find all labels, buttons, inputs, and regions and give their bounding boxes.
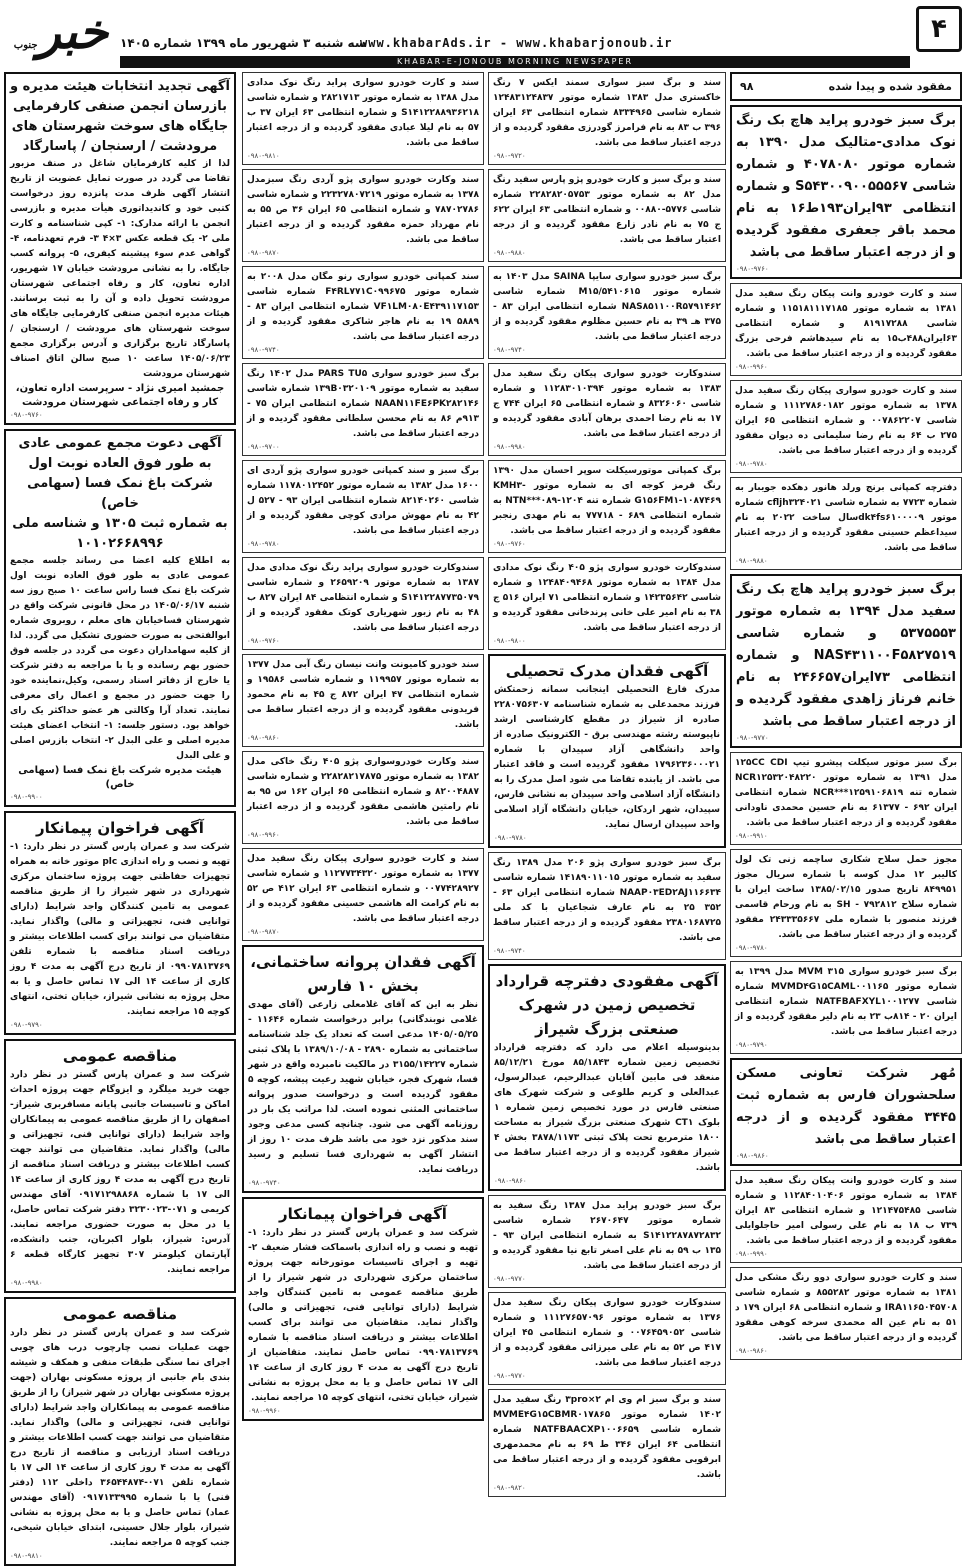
- ad-code: ۰۹۸۰-۹۹۰۰: [10, 793, 43, 801]
- classified-ad: [242, 654, 484, 747]
- ad-code: ۰۹۸۰-۹۹۶۰: [248, 1407, 281, 1415]
- classified-ad: [488, 363, 726, 456]
- classified-ad: [488, 852, 726, 960]
- section-code: ۹۸: [740, 80, 754, 93]
- ad-code: ۰۹۸۰-۹۷۶۰: [10, 411, 43, 419]
- ad-title: آگهی مفقودی دفترچه قرارداد تخصیص زمین در شهرک صنعتی بزرگ شیراز: [495, 972, 719, 1038]
- ad-signature: جمشید امیری نژاد - سرپرست اداره تعاون، کار و رفاه اجتماعی شهرستان مرودشت: [15, 383, 225, 408]
- classified-ad: [730, 283, 962, 376]
- ad-title: آگهی فراخوان پیمانکار: [36, 819, 204, 837]
- classified-ad: [488, 964, 726, 1191]
- classified-ad: [242, 72, 484, 165]
- classified-ad: [242, 557, 484, 650]
- ad-code: ۰۹۸۰-۹۷۷۰: [493, 1372, 526, 1380]
- classified-ad: [730, 849, 962, 957]
- ad-text: به اطلاع کلیه اعضا می رساند جلسه مجمع عمومی عادی به طور فوق العاده نوبت اول شرکت باغ نمک فسا راس ساعت ۱۰ صبح روز سه شنبه ۱۴۰۵/۰۶/۱۷ در محل قانونی شرکت واقع در شهرستان فساخیابان های معلم ، روبروی شماره ابوالفتحی به صورت حضوری تشکیل می گردد. لذا از کلیه سهامداران دعوت می گردد در جلسه فوق حضور بهم رسانده و یا با مراجعه به دفتر شرکت یا خارج از دفاتر اسناد رسمی، وکیل،نماینده خود را جهت حضور در مجمع و اعمال رای معرفی نمایند. تعداد آرا وکالتی هر عضو حداکثر یک رای خواهد بود. دستور جلسه: ۱- انتخاب اعضای هیئت مدیره اصلی و علی البدل ۲- انتخاب بازرس اصلی و علی البدل: [10, 556, 231, 761]
- classified-ad: [730, 380, 962, 473]
- column-4: [4, 72, 236, 1560]
- ad-code: ۰۹۸۰-۹۸۶۰: [735, 1347, 768, 1355]
- classified-ad: [730, 1058, 962, 1166]
- classified-ad: [242, 848, 484, 941]
- ad-text: سند و کارت خودرو سواری پراید رنگ نوک مدادی مدل ۱۳۸۸ به شماره موتور ۲۸۲۱۷۱۳ و شماره شاسی S۱۴۱۲۲۸۸۹۳۶۲۱۸ و شماره انتظامی ۶۳ ایران ۳۷ ب ۵۷ به نام لیلا عبادی مفقود گردیده و از درجه اعتبار ساقط می باشد.: [247, 78, 479, 148]
- classified-ad: [242, 460, 484, 553]
- ad-code: ۰۹۸۰-۹۸۷۰: [247, 928, 280, 936]
- classified-ad: [488, 1389, 726, 1497]
- ad-code: ۰۹۸۰-۹۸۱۰: [10, 1552, 43, 1560]
- classified-ad: [488, 1292, 726, 1385]
- ad-code: ۰۹۸۰-۹۹۱۰: [735, 832, 768, 840]
- classified-ad: [730, 752, 962, 845]
- ad-text: سند خودرو کامیونت وانت نیسان رنگ آبی مدل ۱۳۷۷ به شماره موتور ۱۱۹۹۵۷ و شماره شاسی ۱۹۵۸۶ و شماره انتظامی ۴۷ ایران ۸۷۲ ج ۴۵ به نام محمود فریدونی مفقود گردیده و از درجه اعتبار ساقط می باشد.: [247, 660, 480, 730]
- ad-title: آگهی فقدان مدرک تحصیلی: [505, 662, 709, 680]
- classified-ad: [242, 1197, 484, 1421]
- classified-ad: [242, 945, 484, 1193]
- ad-code: ۰۹۸۰-۹۷۶۰: [493, 540, 526, 548]
- ad-code: ۰۹۸۰-۹۹۹۰: [735, 1250, 768, 1258]
- ad-text: برگ سبز خودرو پراید مدل ۱۳۸۷ رنگ سفید به شماره موتور ۲۶۷۰۶۴۷ شماره شاسی S۱۴۱۲۲۸۷۸۷۲۸۳۲ به شماره انتظامی ایران ۹۳ - ۱۳۵ ب ۵۹ به نام علی اصغر تابع نیا مفقود گردیده و از درجه اعتبار ساقط می باشد.: [493, 1201, 722, 1271]
- classified-ad: [730, 477, 962, 570]
- classified-ad: [4, 1297, 236, 1566]
- ad-code: ۰۹۸۰-۹۷۴۰: [493, 947, 526, 955]
- classified-ad: [488, 654, 726, 848]
- ad-text: سند و کارت خودرو وانت پیکان رنگ سفید مدل ۱۳۸۱ به شماره موتور ۱۱۵۱۸۱۱۱۷۱۸۵ و شماره شاسی ۸۱۹۱۷۲۸۸ و شماره انتظامی ۶۳ایران۴۸۸ب۱۵ به نام سیدهاشم فرحی بزرگ مفقود گردیده و از درجه اعتبار ساقط می باشد.: [735, 289, 957, 359]
- ad-code: ۰۹۸۰-۹۷۷۰: [493, 1275, 526, 1283]
- column-2: [488, 72, 726, 1492]
- ad-text: سندوکارت خودرو سواری پژو ۴۰۵ رنگ نوک مدادی مدل ۱۳۸۴ به شماره موتور ۱۲۴۸۴۰۹۴۶۸ و شماره شاسی ۱۴۲۳۵۶۴۲ و شماره انتظامی ۷۱ ایران ۵۱۶ ج ۳۸ به نام امیر علی خانی پرندخانی مفقود گردیده و از درجه اعتبار ساقط می باشد.: [493, 563, 722, 633]
- classified-ad: [4, 72, 236, 425]
- ad-title: آگهی دعوت مجمع عمومی عادی به طور فوق العاده نوبت اول شرکت باغ نمک فسا (سهامی خاص): [18, 436, 222, 511]
- ad-text: برگ سبز خودرو سواری پژو ۲۰۶ مدل ۱۳۸۹ رنگ سفید به شماره موتور ۱۴۱۸۹۰۱۱۰۱۵ شماره شاسی NAAP۰۳ED۲AJ۱۱۶۶۳۴ شماره انتظامی ایران ۶۳ - ۳۵۲ ۲۵ به نام عارف شجاعیان با کد ملی ۲۳۸۰۱۶۸۷۲۵ مفقود گردیده و از درجه اعتبار ساقط می باشد.: [493, 858, 722, 943]
- classified-ad: [730, 961, 962, 1054]
- classified-ad: [488, 169, 726, 262]
- ad-text: سند و برگ سبز ام وی ام ۳pro×۲ رنگ سفید مدل ۱۴۰۲ شماره موتور MVME۴G۱۵CBMR۰۱۷۸۶۵ شماره شاسی NATFBAACXP۱۰۰۶۶۵۹ شماره انتظامی ۶۴ ایران ۳۴۶ ط ۶۹ به نام محمدمهری ابرقویی مفقود گردیده و از درجه اعتبار ساقط می باشد.: [493, 1395, 721, 1480]
- ad-title: آگهی تجدید انتخابات هیئت مدیره و بازرسان انجمن صنفی کارفرمایی جایگاه های سوخت شهرستان های مرودشت / ارسنجان / پاسارگاد: [10, 79, 230, 154]
- khabar-logo: خبرجنوب: [13, 4, 109, 60]
- classified-ad: [242, 751, 484, 844]
- ad-code: ۰۹۸۰-۹۸۸۰: [493, 249, 526, 257]
- classified-ad: [488, 266, 726, 359]
- ad-text: سندوکارت خودرو سواری پراید رنگ نوک مدادی مدل ۱۳۸۷ به شماره موتور ۲۶۵۹۲۰۹ و شماره شاسی S۱۴۱۲۲۸۷۷۳۵۰۷۹ و شماره انتظامی ۸۴ ایران ۸۲۷ ب ۴۸ به نام زبور شهریاری کوتک مفقود گردیده و از درجه اعتبار ساقط می باشد.: [247, 563, 479, 633]
- ad-code: ۰۹۸۰-۹۷۶۰: [247, 637, 280, 645]
- classified-ad: [242, 363, 484, 456]
- issue-date: سه شنبه ۳ شهریور ماه ۱۳۹۹ شماره ۱۴۰۵: [120, 36, 367, 50]
- ad-code: ۰۹۸۰-۹۷۴۰: [248, 1179, 281, 1187]
- ad-code: ۰۹۸۰-۹۹۶۰: [735, 363, 768, 371]
- classified-ad: [4, 811, 236, 1035]
- ad-text: سندوکارت خودرو سواری پیکان رنگ سفید مدل ۱۳۷۶ به شماره موتور ۱۱۱۲۷۶۵۷۰۹۶ و شماره شاسی ۰۰۷۶۴۵۹۰۵۲ و شماره انتظامی ۴۵ ایران ۴۱۷ ص ۵۲ به نام علی میرزائی مفقود گردیده و از درجه اعتبار ساقط می باشد.: [493, 1298, 721, 1368]
- ad-code: ۰۹۸۰-۹۸۶۰: [247, 734, 280, 742]
- ad-code: ۰۹۸۰-۹۷۶۰: [736, 265, 769, 273]
- classified-ad: [488, 460, 726, 553]
- ad-text: شرکت سد و عمران پارس گستر در نظر دارد: ۱- تهیه و نصب و راه اندازی باسماکت فشار ضعیف ۲- تهیه و اجرای تاسیسات موتورخانه جهت پروژه ساختمان مرکزی شهرداری در شهر شیراز را از طریق مناقصه عمومی به تامین کنندگان واجد شرایط (دارای توانایی فنی، تجهیزاتی و مالی) واگذار نماید. متقاضیان می توانند برای کسب اطلاعات بیشتر و دریافت اسناد مناقصه با شماره ۰۹۹۰۷۸۱۳۷۶۹ تماس حاصل نمایند. متقاضیان از تاریخ درج آگهی به مدت ۴ روز کاری از ساعت ۱۴ الی ۱۷ تماس حاصل و یا به محل پروژه به نشانی شیراز، خیابان تختی، انتهای کوچه ۱۵ مراجعه نمایند.: [248, 1228, 478, 1403]
- ad-text: شرکت سد و عمران پارس گستر در نظر دارد: ۱- تهیه و نصب و راه اندازی plc موتور خانه به همراه تجهیزات حفاظتی جهت پروژه ساختمان مرکزی شهرداری در شهر شیراز را از طریق مناقصه عمومی به تامین کنندگان واجد شرایط (دارای توانایی فنی، تجهیزاتی و مالی) واگذار نماید. متقاضیان می توانند برای کسب اطلاعات بیشتر و دریافت اسناد مناقصه با شماره تلفن ۰۹۹۰۷۸۱۳۷۶۹ از تاریخ درج آگهی به مدت ۴ روز کاری از ساعت ۱۴ الی ۱۷ تماس حاصل و یا به محل پروژه به نشانی شیراز، خیابان تختی، انتهای کوچه ۱۵ مراجعه نمایند.: [10, 842, 230, 1017]
- ad-text: برگ سبز خودرو سواری سایپا SAINA مدل ۱۴۰۳ به شماره موتور M۱۵/۵۴۱۰۶۱۵ شماره شاسی NAS۸۵۱۱۰۰R۵۷۹۱۴۶۲ شماره انتظامی ایران ۸۳ - ۳۷۵ هـ ۳۹ به نام حسین مظلوم مفقود گردیده و از درجه اعتبار ساقط می باشد.: [493, 272, 721, 342]
- ad-text: شرکت سد و عمران پارس گستر در نظر دارد جهت عملیات نصب چارچوب درب های چوبی اجرای نما سنگی طبقات منفی و همکف و شیشه بندی بام جانبی از پروژه مسکونی بهاران (جهت پروژه مسکونی بهاران در شهر شیراز) را از طریق مناقصه عمومی به پیمانکاران واجد شرایط (دارای توانایی فنی، تجهیزاتی و مالی) واگذار نماید. متقاضیان می توانند جهت کسب اطلاعات بیشتر و دریافت اسناد ارزیابی و مناقصه از تاریخ درج آگهی به مدت ۴ روز کاری از ساعت ۱۴ الی ۱۷ با شماره تلفن ۰۷۱-۳۶۵۴۴۸۷۴ داخلی ۱۱۲ (دفتر فنی) یا با شماره ۰۹۱۷۱۳۳۹۹۵ (آقای مهندس عماد) تماس حاصل و یا به محل پروژه به نشانی شیراز، بلوار جلال حسینی، ابتدای خیابان شیخی، جنب کوچه ۵ مراجعه نمایند.: [10, 1328, 231, 1548]
- page-number: ۴: [916, 6, 962, 52]
- ad-code: ۰۹۸۰-۹۷۸۰: [735, 944, 768, 952]
- ad-code: ۰۹۸۰-۹۷۹۰: [735, 1041, 768, 1049]
- classified-ad: [242, 266, 484, 359]
- ad-text: مجوز حمل سلاح شکاری ساچمه زنی تک لول کالیبر ۱۲ مدل کوسه با شماره سریال مجوز ۸۴۹۹۵۱ تاریخ صدور ۱۳۸۵/۰۲/۱۵ ساخت ایران با شماره سلاح SH - ۷۹۲۸۱۲ به نام ورحام قاسمی فرزند منصور با شماره ملی ۲۴۳۳۳۵۶۶۷ مفقود گردیده و از درجه اعتبار ساقط می باشد.: [735, 855, 958, 940]
- classified-ad: [4, 429, 236, 807]
- classified-ad: [488, 557, 726, 650]
- classified-ad: [730, 105, 962, 279]
- ad-subtitle: به شماره ثبت ۱۳۰۵ و شناسه ملی ۱۰۱۰۲۶۶۸۹۹۶: [12, 516, 228, 551]
- ad-text: سند و کارت خودرو سواری پیکان رنگ سفید مدل ۱۳۷۸ به شماره موتور ۱۱۱۲۷۸۶۰۱۸۲ و شماره شاسی ۰۰۷۸۶۲۲۰۷ و شماره انتظامی ۶۵ ایران ۲۷۵ ب ۶۴ به نام رضا سلیمانی ده دیوان مفقود گردیده و از درجه اعتبار ساقط می باشد.: [735, 386, 957, 456]
- ad-code: ۰۹۸۰-۹۸۸۰: [735, 557, 768, 565]
- ad-text: برگ سبز خودرو پراید هاچ بک رنگ سفید مدل ۱۳۹۴ به شماره موتور ۵۳۷۵۵۵۳ و شماره شاسی NAS۴۳۱۱۰۰F۵۸۲۷۵۱۹ و شماره انتظامی ۷۳ایران۲۴۶۶۵۷ به نام خانم فرناز زاهدی مفقود گردیده و از درجه اعتبار ساقط می باشد: [736, 582, 957, 729]
- ad-title: آگهی فقدان پروانه ساختمانی، بخش ۱۰ فارس: [250, 953, 476, 995]
- ad-text: سند وکارت خودرو سواری پژو آردی رنگ سبزمدل ۱۳۷۸ به شماره موتور ۲۲۳۲۷۸۰۷۲۱۹ و شماره شاسی ۷۸۷۰۲۷۸۶ و شماره انتظامی ۶۵ ایران ۳۶ ص ۵۵ به نام مهرداد حمزه مفقود گردیده و از درجه اعتبار ساقط می باشد.: [247, 175, 479, 245]
- ad-code: ۰۹۸۰-۹۷۴۰: [247, 346, 280, 354]
- page-header: [0, 0, 970, 68]
- ad-code: ۰۹۸۰-۹۷۸۰: [247, 540, 280, 548]
- ad-text: دفترچه کمپانی برنج ورلد هانور دهکده جویبار به شماره ۷۷۲۳ به شماره شاسی cfljh۳۲۴۰۲۱ شماره موتور dk۴fs۶۱۰۰۰۰۹سال ساخت ۲۰۲۲ به نام سیداعظم حسینی مفقود گردیده و از درجه اعتبار ساقط می باشد.: [735, 483, 957, 553]
- ad-code: ۰۹۸۰-۹۷۸۰: [494, 834, 527, 842]
- ad-code: ۰۹۸۰-۹۹۶۰: [247, 831, 280, 839]
- ad-text: نظر به این که آقای غلامعلی زارعی (آقای مهدی غلامی نوبندگانی) برابر درخواست شماره ۱۱۶۴۶ - ۱۴۰۵/۰۵/۲۵ مدعی است که تعداد یک جلد شناسنامه ساختمانی به شماره ۲۸۹۰ - ۱۳۸۹/۱۰/۰۸ با پلاک ثبتی شماره ۳۱۵۵/۱۴۲۲۷ در مالکیت نامبرده واقع در شهر فسا، شهرک فجر، خیابان شهید رعیت پیشه، کوچه ۵ مفقود گردیده است و درخواست صدور پروانه ساختمانی المثنی نموده است. لذا مراتب یک بار در روزنامه آگهی می شود. چنانچه کسی مدعی وجود سند مذکور نزد خود می باشد ظرف مدت ۱۰ روز از انتشار آگهی به شهرداری فسا تسلیم و رسید دریافت نماید.: [248, 1000, 478, 1175]
- ad-code: ۰۹۸۰-۹۷۹۰: [10, 1021, 43, 1029]
- masthead-band: KHABAR-E-JONOUB MORNING NEWSPAPER: [120, 56, 910, 68]
- ad-code: ۰۹۸۰-۹۸۶۰: [736, 1152, 769, 1160]
- classified-ad: [488, 72, 726, 165]
- ad-title: مناقصه عمومی: [62, 1047, 178, 1065]
- ad-title: مناقصه عمومی: [62, 1305, 178, 1323]
- ad-text: سند کمپانی خودرو سواری رنو مگان مدل ۲۰۰۸ به شماره موتور F۴RL۷۷۱C۰۹۹۶۷۵ شماره شاسی VF۱LM۰۸۰E۴۳۹۱۱۷۱۵۳ شماره انتظامی ایران ۸۳ - ۵۸۸۹ ۱۹ به نام هاجر شاکری مفقود گردیده و از درجه اعتبار ساقط می باشد.: [247, 272, 480, 342]
- ad-code: ۰۹۸۰-۹۷۸۰: [735, 460, 768, 468]
- ad-code: ۰۹۸۰-۹۸۲۰: [493, 1484, 526, 1492]
- section-header: [730, 72, 962, 101]
- ad-text: سند و برگ سبز و کارت خودرو پژو پارس سفید رنگ مدل ۸۲ به شماره موتور ۲۲۸۲۸۲۰۵۷۵۳ شماره شاسی ۵۷۷۶-۰۰۸۸۰ و شماره انتظامی ۶۳ ایران ۶۲۲ ج ۷۵ به نام نادر زارع مفقود گردیده و از درجه اعتبار ساقط می باشد.: [493, 175, 722, 245]
- ad-code: ۰۹۸۰-۹۷۴۰: [493, 346, 526, 354]
- column-1: [730, 72, 962, 1435]
- ad-code: ۰۹۸۰-۹۹۸۰: [493, 443, 526, 451]
- ad-text: برگ سبز خودرو سواری PARS TU۵ مدل ۱۴۰۲ رنگ سفید به شماره موتور ۱۳۹B۰۳۲۰۱۰۹ شماره شاسی NAAN۱۱FE۶PK۲۸۲۱۴۶ شماره انتظامی ایران ۷۵ - ۹۱۳م ۸۶ به نام محسن سلطانی مفقود گردیده و از درجه اعتبار ساقط می باشد.: [247, 369, 480, 439]
- ad-code: ۰۹۸۰-۹۷۲۰: [493, 152, 526, 160]
- ad-text: سندوکارت خودرو سواری پیکان رنگ سفید مدل ۱۳۸۳ به شماره موتور ۱۱۲۸۳۰۱۰۳۹۴ و شماره شاسی ۸۳۲۶۰۶۰ و شماره انتظامی ۶۵ ایران ۷۴۴ ج ۱۷ به نام رضا احمدی برهان آبادی مفقود گردیده و از درجه اعتبار ساقط می باشد.: [493, 369, 721, 439]
- classified-ad: [488, 1195, 726, 1288]
- ad-title: آگهی فراخوان پیمانکار: [279, 1205, 447, 1223]
- ad-code: ۰۹۸۰-۹۹۸۰: [10, 1279, 43, 1287]
- classified-ad: [730, 1170, 962, 1263]
- site-urls[interactable]: www.khabarAds.ir - www.khabarjonoub.ir: [360, 36, 673, 50]
- ad-text: برگ سبز خودرو پراید هاچ بک رنگ نوک مدادی-متالیک مدل ۱۳۹۰ به شماره موتور ۴۰۷۸۰۸۰ و شماره شاسی S۵۴۳۰۰۹۰۰۵۵۵۶۷ و شماره انتظامی ۹۳ایران۱۹۳ط۱۶ به نام محمد باقر جعفری مفقود گردیده و از درجه اعتبار ساقط می باشد: [736, 113, 956, 260]
- ad-code: ۰۹۸۰-۹۷۷۰: [736, 734, 769, 742]
- ad-code: ۰۹۸۰-۹۸۱۰: [247, 152, 280, 160]
- ad-code: ۰۹۸۰-۹۸۶۰: [494, 1177, 527, 1185]
- ad-code: ۰۹۸۰-۹۸۷۰: [247, 249, 280, 257]
- ad-text: مُهر شرکت تعاونی مسکن سلحشوران فارس به شماره ثبت ۳۴۴۵ مفقود گردیده و از درجه اعتبار ساقط می باشد: [736, 1066, 956, 1147]
- ad-text: برگ سبز و سند کمپانی خودرو سواری پژو آردی ای ۱۶۰۰ مدل ۱۳۸۲ به شماره موتور ۱۱۷۸۰۱۲۴۵۲ شماره شاسی ۸۲۱۴۰۲۶۰ شماره انتظامی ایران ۹۳ - ۵۲۷ ل ۴۲ به نام مهوش مرادی کوچی مفقود گردیده و از درجه اعتبار ساقط می باشد.: [247, 466, 479, 536]
- ad-signature: هیئت مدیره شرکت باغ نمک فسا (سهامی خاص): [18, 765, 222, 790]
- ad-text: سند وکارت خودروسواری پژو ۴۰۵ رنگ خاکی مدل ۱۳۸۲ به شماره موتور ۲۲۸۲۸۲۱۷۸۷۵ و شماره شاسی ۸۲۰۰۴۸۸۷ و شماره انتظامی ۶۵ ایران ۱۶۲ س ۹۵ به نام رامتین هاشمی مفقود گردیده و از درجه اعتبار ساقط می باشد.: [247, 757, 479, 827]
- ad-text: برگ سبز موتور سیکلت پیشرو تیپ ۱۲۵CC CDI مدل ۱۳۹۱ به شماره موتور NCR۱۲۵۳۲۰۴۸۲۲۰ شماره تنه NCR***۱۲۵۹۱۰۶۸۱۹ شماره انتظامی ایران ۶۹۲ - ۶۱۳۷۷ به نام حسین محمدی ناودانی مفقود گردیده و از درجه اعتبار ساقط می باشد.: [735, 758, 957, 828]
- classified-ad: [242, 169, 484, 262]
- ad-text: سند و کارت خودرو سواری پیکان رنگ سفید مدل ۱۳۷۷ به شماره موتور ۱۱۲۷۷۳۴۳۲۰ و شماره شاسی ۰۰۷۷۴۲۸۹۲۷ و شماره انتظامی ۶۳ ایران ۴۱۲ ص ۵۲ به نام کرامت اله هاشمی حسینی مفقود گردیده و از درجه اعتبار ساقط می باشد.: [247, 854, 479, 924]
- ad-text: بدینوسیله اعلام می دارد که دفترچه قرارداد تخصیص زمین شماره ۸۵/۱۸۴۳ مورخ ۸۵/۱۲/۲۱ منعقد فی مابین آقایان عبدالرحیم، عبدالرسول، عبدالعلی و کریم طلوعی و شرکت شهرک های صنعتی فارس در مورد تخصیص زمین شماره ۱ بلوک CT۱ شهرک صنعتی بزرگ شیراز به مساحت ۱۸۰۰ مترمربع تحت پلاک ثبتی ۳۸۷۸/۱۱۷۳ بخش ۴ شیراز مفقود گردیده و از درجه اعتبار ساقط می باشد.: [494, 1043, 720, 1173]
- classified-ad: [730, 574, 962, 748]
- column-3: [242, 72, 484, 1435]
- ad-text: شرکت سد و عمران پارس گستر در نظر دارد جهت خرید میلگرد و ایزوگام جهت پروژه احداث اماکن و تاسیسات جانبی پایانه مسافربری شیراز-اصفهان را از طریق مناقصه عمومی به پیمانکاران واجد شرایط (دارای توانایی فنی، تجهیزاتی و مالی) واگذار نماید. متقاضیان می توانند جهت کسب اطلاعات بیشتر و دریافت اسناد مناقصه از تاریخ درج آگهی به مدت ۴ روز کاری از ساعت ۱۴ الی ۱۷ با شماره ۰۹۱۷۱۲۹۸۸۶۸ آقای مهندس کریمی و ۰۷۱-۳۲۳۰۰۲۳ دفتر شرکت تماس حاصل، یا در محل به صورت حضوری مراجعه نمایند. آدرس: شیراز، بلوار اکبریان، جنب دانشکده، آپارتمان کیلومتر ۳۰۷ تجهیز کارگاه قطعه ۶ مراجعه نمایند.: [10, 1070, 231, 1275]
- ad-code: ۰۹۸۰-۹۷۰۰: [247, 443, 280, 451]
- ad-code: ۰۹۸۰-۹۸۰۰: [493, 637, 526, 645]
- ad-text: برگ سبز خودرو سواری ۳۱۵ MVM مدل ۱۳۹۹ به شماره موتور MVMD۴G۱۵CAML۰۰۱۱۶۵ شماره شاسی NATFBAFXYL۱۰۰۱۲۷۷ شماره انتظامی ایران ۲۰ - ۸۱۴ب ۲۳ به نام دلیر مفقود گردیده و از درجه اعتبار ساقط می باشد.: [735, 967, 957, 1037]
- ad-text: لذا از کلیه کارفرمایان شاغل در صنف مزبور تقاضا می گردد در صورت تمایل عضویت از تاریخ انتشار آگهی ظرف مدت پانزده روز درخواست کتبی خود و کاندیداتوری هیأت مدیره و بازرسی انجمن با ارائه مدارک: ۱- کپی شناسنامه و کارت ملی ۲- یک قطعه عکس ۳×۴ ۳- فرم تعهدنامه، ۴- گواهی عدم سوء پیشینه کیفری، ۵- پروانه کسب جایگاه. را به نشانی مرودشت خیابان ۱۷ شهریور، اداره تعاون، کار و رفاه اجتماعی شهرستان مرودشت تحویل داده و آن را به ثبت برسانند. هیئات مدیره انجمن صنفی کارفرمایی جایگاه های سوخت شهرستان های مرودشت / ارسنجان / پاسارگاد تاریخ برگزاری و آدرس برگزاری مجمع ۱۴۰۵/۰۶/۲۳ ساعت ۱۰ صبح سالن اتاق اصناف شهرستان مرودشت: [10, 159, 231, 379]
- section-title: مفقود شده و پیدا شده: [828, 80, 952, 93]
- classified-ad: [730, 1267, 962, 1360]
- classified-ad: [4, 1039, 236, 1293]
- ad-text: سند و کارت خودرو وانت پیکان رنگ سفید مدل ۱۳۸۴ به شماره موتور ۱۱۲۸۴۰۱۰۴۰۶ و شماره شاسی ۱۲۱۴۷۵۴۸۵ و شماره انتظامی ۸۳ ایران ۷۳۹ ب ۱۸ به نام علی رسولی امیر حاجلوایلی مفقود گردیده و از درجه اعتبار ساقط می باشد.: [735, 1176, 958, 1246]
- ad-text: سند و کارت خودرو سواری دوو رنگ مشکی مدل ۱۳۸۱ به شماره موتور ۸۵۵۲۸۲ و شماره شاسی IRA۱۱۶۵۰۴۵۷۰۸ و شماره انتظامی ۶۸ ایران ۱۷۹ د ۵۱ به نام عین اله محمدی سرخه کوهی مفقود گردیده و از درجه اعتبار ساقط می باشد.: [735, 1273, 957, 1343]
- ad-text: سند و برگ سبز سواری سمند ایکس ۷ رنگ خاکستری مدل ۱۳۸۳ شماره موتور ۱۲۴۸۳۱۲۴۸۳۷ شماره شاسی ۸۳۳۴۹۶۵ شماره انتظامی ۶۳ ایران ۳۹۶ ب ۸۳ به نام فرامرز گودرزی مفقود گردیده و از درجه اعتبار ساقط می باشد.: [493, 78, 722, 148]
- ad-text: مدرک فارغ التحصیلی اینجانب سمانه زحمتکش فرزند محمدعلی به شماره شناسنامه ۲۲۸۰۷۵۶۳۰۷ صادره از شیراز در مقطع کارشناسی ارشد ناپیوسته رشته مهندسی برق - الکترونیک صادره از واحد دانشگاهی آزاد سپیدان با شماره ۱۷۹۶۲۳۶۰۰۰۲۱ مفقود گردیده است و فاقد اعتبار می باشد. از یابنده تقاضا می شود اصل مدرک را به دانشگاه آزاد اسلامی واحد سپیدان به نشانی فارس، سپیدان، شهر اردکان، خیابان دانشگاه آزاد اسلامی واحد سپیدان ارسال نماید.: [494, 685, 720, 830]
- ad-text: برگ کمپانی موتورسیکلت سوپر احسان مدل ۱۳۹۰ رنگ قرمز کوجه ای به شماره موتور KMH۳-G۱۵۶FM۱-۱۰۸۷۴۶۹ شماره تنه ۱۲۰۴-۰۸۹***NTN به شماره انتظامی ۶۸۹ - ۷۷۷۱۸ به نام مهدی رنجبر مفقود گردیده و از درجه اعتبار ساقط می باشد.: [493, 466, 721, 536]
